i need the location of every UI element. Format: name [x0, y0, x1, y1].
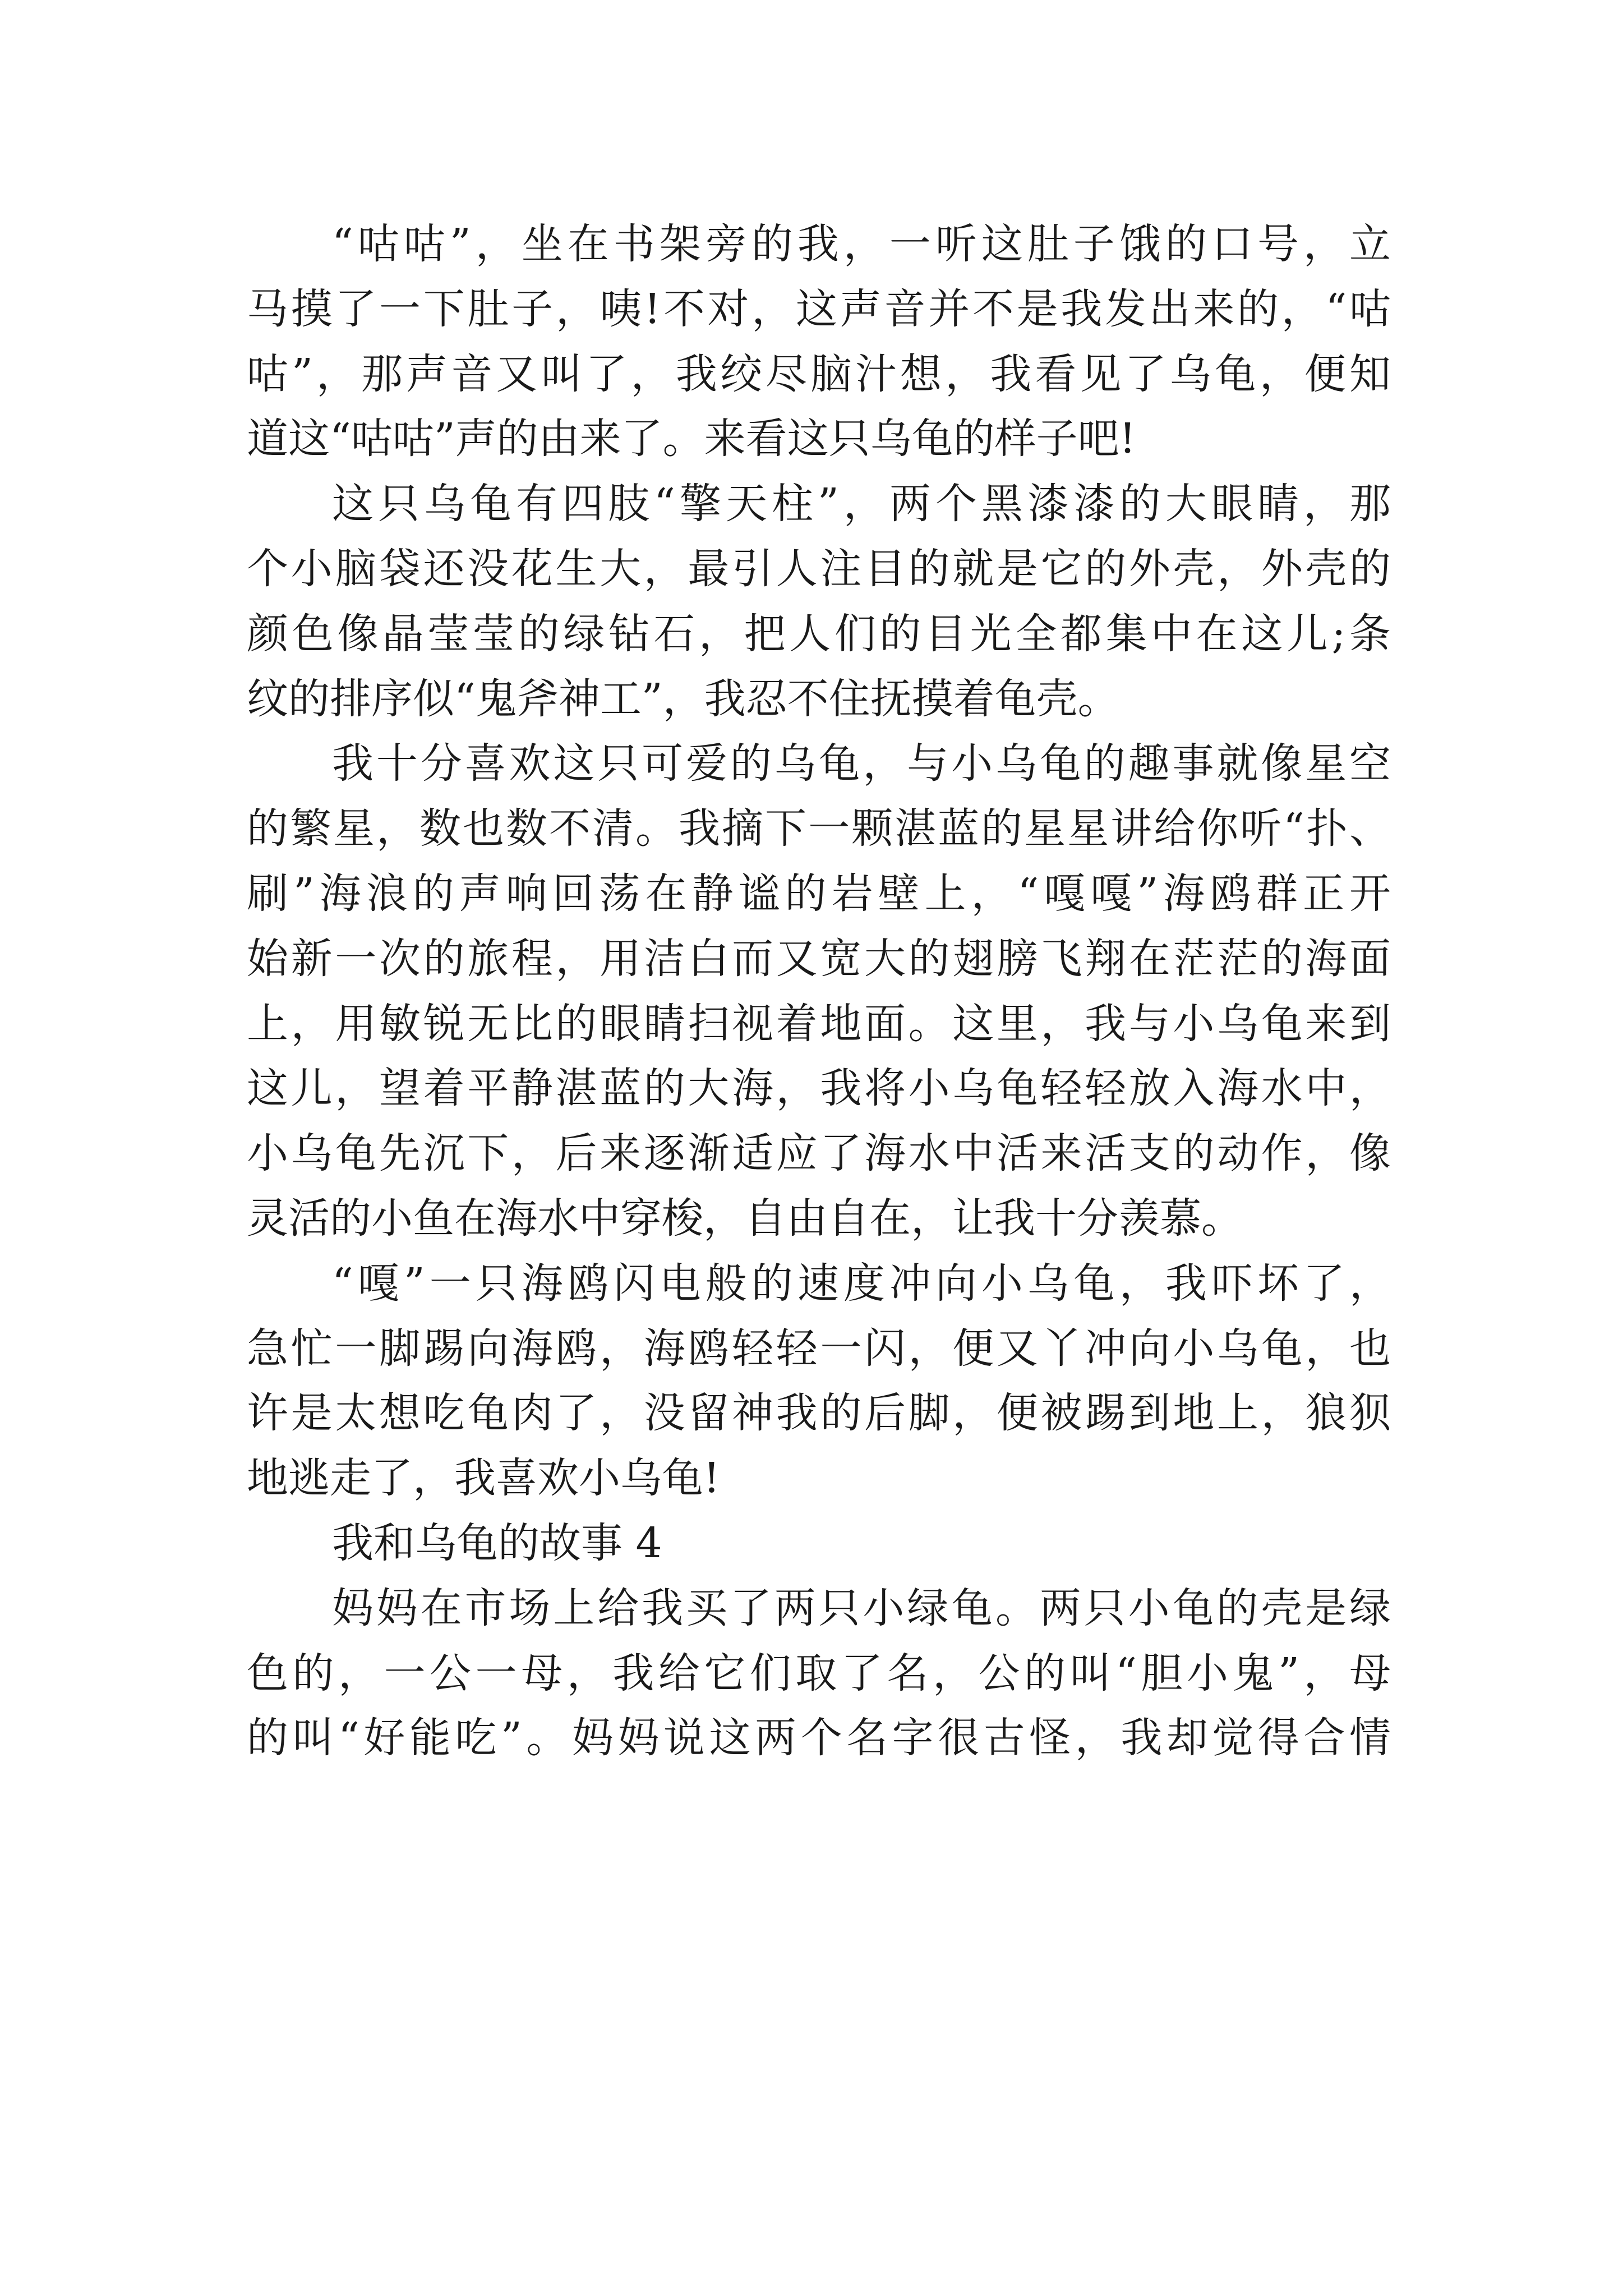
paragraph-3-line-5: 上，用敏锐无比的眼睛扫视着地面。这里，我与小乌龟来到 — [247, 999, 1391, 1048]
paragraph-3-line-6: 这儿，望着平静湛蓝的大海，我将小乌龟轻轻放入海水中， — [247, 1064, 1391, 1113]
paragraph-4-line-2: 急忙一脚踢向海鸥，海鸥轻轻一闪，便又丫冲向小乌龟，也 — [247, 1324, 1391, 1373]
paragraph-1-line-1: “咕咕”，坐在书架旁的我，一听这肚子饿的口号，立 — [332, 220, 1391, 268]
paragraph-3-line-2: 的繁星，数也数不清。我摘下一颗湛蓝的星星讲给你听“扑、 — [247, 804, 1391, 853]
document-body — [247, 212, 1391, 1771]
paragraph-3-line-7: 小乌龟先沉下，后来逐渐适应了海水中活来活支的动作，像 — [247, 1129, 1391, 1178]
paragraph-5-line-2: 色的，一公一母，我给它们取了名，公的叫“胆小鬼”，母 — [247, 1649, 1391, 1697]
paragraph-1-line-2: 马摸了一下肚子，咦!不对，这声音并不是我发出来的，“咕 — [247, 284, 1391, 333]
paragraph-3-line-8: 灵活的小鱼在海水中穿梭，自由自在，让我十分羡慕。 — [247, 1194, 1243, 1243]
paragraph-3-line-1: 我十分喜欢这只可爱的乌龟，与小乌龟的趣事就像星空 — [332, 739, 1391, 788]
paragraph-2-line-3: 颜色像晶莹莹的绿钻石，把人们的目光全都集中在这儿;条 — [247, 609, 1391, 658]
section-heading: 我和乌龟的故事 4 — [332, 1519, 662, 1567]
paragraph-3-line-4: 始新一次的旅程，用洁白而又宽大的翅膀飞翔在茫茫的海面 — [247, 934, 1391, 983]
paragraph-5-line-1: 妈妈在市场上给我买了两只小绿龟。两只小龟的壳是绿 — [332, 1584, 1391, 1632]
paragraph-1-line-3: 咕”，那声音又叫了，我绞尽脑汁想，我看见了乌龟，便知 — [247, 349, 1391, 398]
paragraph-2-line-4: 纹的排序似“鬼斧神工”，我忍不住抚摸着龟壳。 — [247, 674, 1119, 723]
paragraph-2-line-2: 个小脑袋还没花生大，最引人注目的就是它的外壳，外壳的 — [247, 544, 1391, 593]
paragraph-5-line-3: 的叫“好能吃”。妈妈说这两个名字很古怪，我却觉得合情 — [247, 1714, 1391, 1763]
paragraph-4-line-3: 许是太想吃龟肉了，没留神我的后脚，便被踢到地上，狼狈 — [247, 1389, 1391, 1438]
paragraph-4-line-4: 地逃走了，我喜欢小乌龟! — [247, 1454, 720, 1503]
paragraph-3-line-3: 刷”海浪的声响回荡在静谧的岩壁上，“嘎嘎”海鸥群正开 — [247, 869, 1391, 918]
paragraph-1-line-4: 道这“咕咕”声的由来了。来看这只乌龟的样子吧! — [247, 415, 1136, 463]
paragraph-4-line-1: “嘎”一只海鸥闪电般的速度冲向小乌龟，我吓坏了， — [332, 1259, 1391, 1308]
paragraph-2-line-1: 这只乌龟有四肢“擎天柱”，两个黑漆漆的大眼睛，那 — [332, 480, 1391, 528]
